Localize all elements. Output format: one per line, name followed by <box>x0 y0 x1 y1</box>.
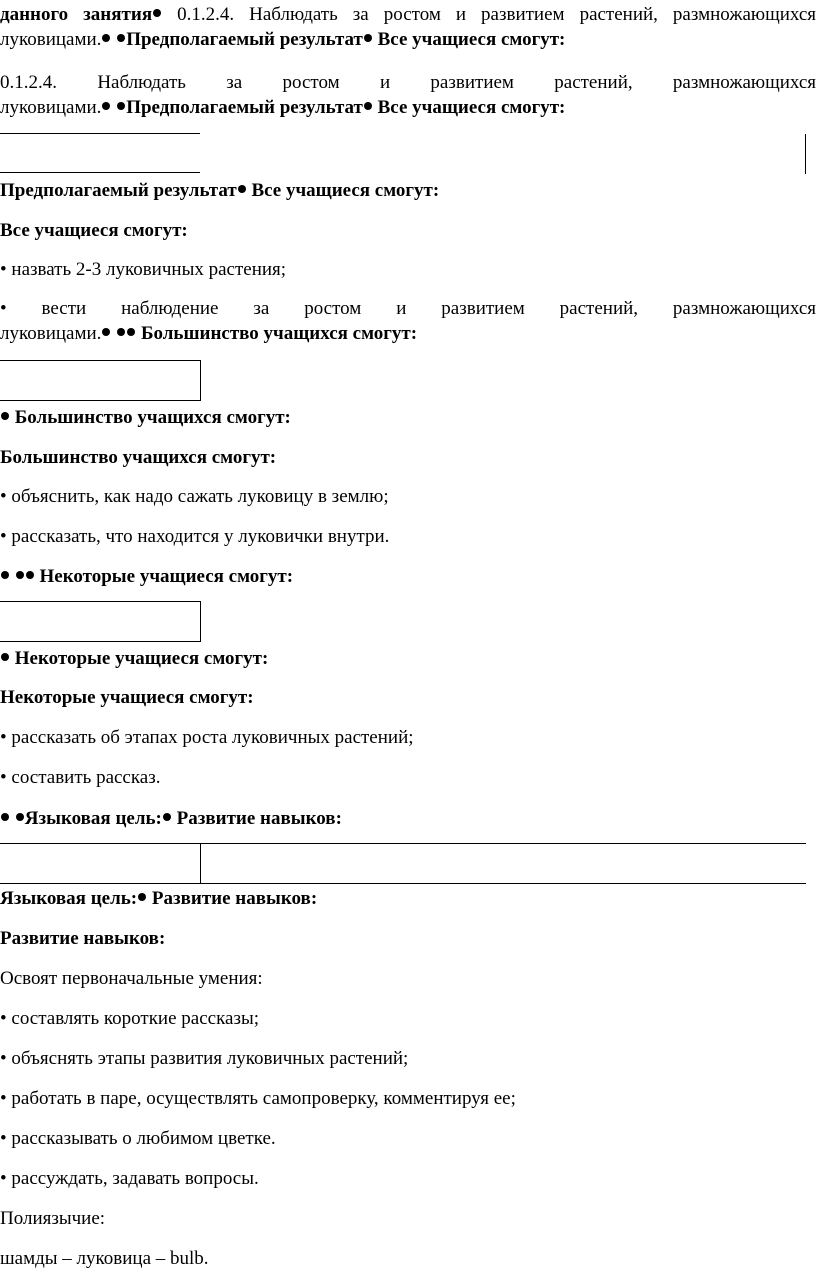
most-item-2: • рассказать, что находится у луковички внутри. <box>0 526 390 547</box>
skills-item: • составлять короткие рассказы; <box>0 1008 259 1029</box>
objective-paragraph-2: 0.1.2.4. Наблюдать за ростом и развитием растений, размножающихся луковицами. Предполагаемый результат Все учащиеся смогут: <box>0 72 816 118</box>
all-students-heading: Все учащиеся смогут: <box>0 220 188 241</box>
skills-item: • объяснять этапы развития луковичных растений; <box>0 1048 409 1069</box>
table-cell <box>0 601 201 642</box>
bullet-dot-icon <box>163 813 171 821</box>
bullet-dot-icon <box>102 34 110 42</box>
skills-intro: Освоят первоначальные умения: <box>0 968 263 989</box>
bullet-dot-icon <box>238 185 246 193</box>
language-goal-dots: Языковая цель: Развитие навыков: <box>0 806 342 831</box>
skills-item: • рассуждать, задавать вопросы. <box>0 1168 259 1189</box>
skills-heading: Развитие навыков: <box>0 928 166 949</box>
result-heading-dot: Предполагаемый результат Все учащиеся смогут: <box>0 180 440 201</box>
table-rule <box>0 843 806 844</box>
language-goal-heading: Языковая цель: Развитие навыков: <box>0 888 318 909</box>
all-item-1: • назвать 2-3 луковичных растения; <box>0 259 287 280</box>
bullet-dot-icon <box>102 102 110 110</box>
bullet-dot-icon <box>117 102 125 110</box>
bullet-dot-icon <box>117 328 125 336</box>
bullet-dot-icon <box>1 813 9 821</box>
bullet-dot-icon <box>364 34 372 42</box>
most-item-1: • объяснить, как надо сажать луковицу в землю; <box>0 486 389 507</box>
objective-line-1a: данного занятия 0.1.2.4. Наблюдать за ростом и развитием растений, размножающихся <box>0 4 816 25</box>
bullet-dot-icon <box>364 102 372 110</box>
bullet-dot-icon <box>16 571 24 579</box>
most-students-heading: Большинство учащихся смогут: <box>0 447 277 468</box>
some-students-heading: Некоторые учащиеся смогут: <box>0 687 254 708</box>
all-item-2: • вести наблюдение за ростом и развитием растений, размножающихся луковицами. Большинство учащихся смогут: <box>0 298 816 344</box>
objective-paragraph-1: данного занятия 0.1.2.4. Наблюдать за ростом и развитием растений, размножающихся луковицами. Предполагаемый результат Все учащиеся смогут: <box>0 4 816 50</box>
some-item-1: • рассказать об этапах роста луковичных растений; <box>0 727 414 748</box>
bullet-dot-icon <box>153 9 161 17</box>
some-item-2: • составить рассказ. <box>0 767 161 788</box>
polylingualism-label: Полиязычие: <box>0 1208 106 1229</box>
table-rule <box>805 134 806 174</box>
table-rule <box>200 843 201 884</box>
bullet-dot-icon <box>102 328 110 336</box>
bullet-dot-icon <box>138 893 146 901</box>
skills-item: • работать в паре, осуществлять самопроверку, комментируя ее; <box>0 1088 516 1109</box>
some-heading-dots: Некоторые учащиеся смогут: <box>0 564 293 589</box>
bullet-dot-icon <box>127 328 135 336</box>
table-rule <box>0 133 200 134</box>
bullet-dot-icon <box>1 571 9 579</box>
table-rule <box>0 883 806 884</box>
table-cell <box>0 360 201 401</box>
skills-item: • рассказывать о любимом цветке. <box>0 1128 276 1149</box>
bullet-dot-icon <box>1 653 9 661</box>
some-heading-dot: Некоторые учащиеся смогут: <box>0 646 268 671</box>
bullet-dot-icon <box>1 412 9 420</box>
polylingualism-text: шамды – луковица – bulb. <box>0 1248 209 1269</box>
most-heading-dot: Большинство учащихся смогут: <box>0 405 291 430</box>
bullet-dot-icon <box>16 813 24 821</box>
lesson-label: данного занятия <box>0 4 153 25</box>
bullet-dot-icon <box>117 34 125 42</box>
table-rule <box>0 172 200 173</box>
bullet-dot-icon <box>26 571 34 579</box>
